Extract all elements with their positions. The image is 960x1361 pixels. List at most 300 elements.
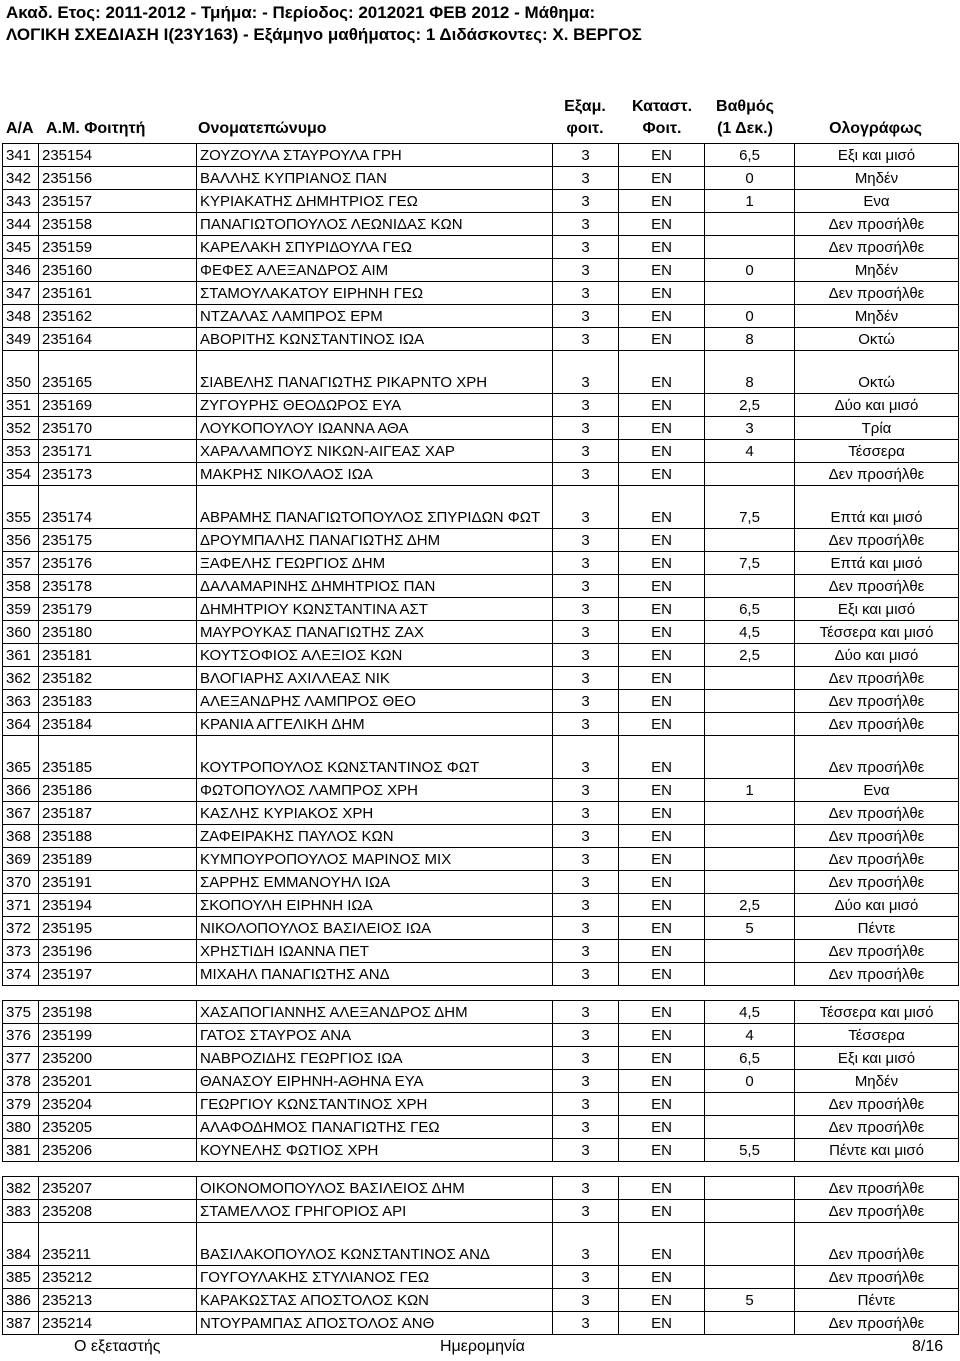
- cell-grade-words: Οκτώ: [795, 351, 959, 394]
- gap-cell: [3, 986, 959, 1001]
- cell-am: 235165: [39, 351, 197, 394]
- cell-aa: 345: [3, 236, 39, 259]
- table-row: [3, 848, 959, 871]
- table-row: [3, 644, 959, 667]
- cell-grade: [705, 963, 795, 986]
- cell-grade-words: Δεν προσήλθε: [795, 690, 959, 713]
- title-line-1: Ακαδ. Ετος: 2011-2012 - Τμήμα: - Περίοδος: 2012021 ΦΕΒ 2012 - Μάθημα:: [6, 3, 596, 22]
- cell-am: 235174: [39, 486, 197, 529]
- cell-status: ΕΝ: [619, 894, 705, 917]
- cell-status: ΕΝ: [619, 598, 705, 621]
- table-header: [2, 94, 958, 142]
- table-row: [3, 1312, 959, 1335]
- cell-status: ΕΝ: [619, 394, 705, 417]
- cell-semester: 3: [553, 736, 619, 779]
- cell-semester: 3: [553, 940, 619, 963]
- document-title: [6, 2, 954, 46]
- cell-name: ΔΗΜΗΤΡΙΟΥ ΚΩΝΣΤΑΝΤΙΝΑ ΑΣΤ: [197, 598, 553, 621]
- table-row: [3, 190, 959, 213]
- cell-name: ΝΑΒΡΟΖΙΔΗΣ ΓΕΩΡΓΙΟΣ ΙΩΑ: [197, 1047, 553, 1070]
- cell-semester: 3: [553, 848, 619, 871]
- cell-status: ΕΝ: [619, 305, 705, 328]
- cell-grade: 7,5: [705, 552, 795, 575]
- cell-grade: [705, 529, 795, 552]
- cell-semester: 3: [553, 328, 619, 351]
- cell-name: ΓΟΥΓΟΥΛΑΚΗΣ ΣΤΥΛΙΑΝΟΣ ΓΕΩ: [197, 1266, 553, 1289]
- header-am: Α.Μ. Φοιτητή: [46, 120, 146, 137]
- table-row: [3, 1093, 959, 1116]
- cell-am: 235182: [39, 667, 197, 690]
- footer-page-number: 8/16: [912, 1338, 944, 1355]
- cell-semester: 3: [553, 1289, 619, 1312]
- cell-am: 235211: [39, 1223, 197, 1266]
- cell-status: ΕΝ: [619, 1200, 705, 1223]
- cell-grade: [705, 213, 795, 236]
- table-row: [3, 736, 959, 779]
- cell-grade: 8: [705, 351, 795, 394]
- header-aa: Α/Α: [6, 120, 34, 137]
- cell-grade-words: Δεν προσήλθε: [795, 1200, 959, 1223]
- cell-am: 235183: [39, 690, 197, 713]
- cell-name: ΧΑΣΑΠΟΓΙΑΝΝΗΣ ΑΛΕΞΑΝΔΡΟΣ ΔΗΜ: [197, 1001, 553, 1024]
- cell-name: ΚΟΥΤΡΟΠΟΥΛΟΣ ΚΩΝΣΤΑΝΤΙΝΟΣ ΦΩΤ: [197, 736, 553, 779]
- cell-semester: 3: [553, 621, 619, 644]
- cell-grade-words: Δεν προσήλθε: [795, 575, 959, 598]
- cell-status: ΕΝ: [619, 552, 705, 575]
- cell-grade-words: Δεν προσήλθε: [795, 667, 959, 690]
- cell-am: 235204: [39, 1093, 197, 1116]
- table-row: [3, 394, 959, 417]
- cell-am: 235189: [39, 848, 197, 871]
- table-row: [3, 1024, 959, 1047]
- cell-grade: [705, 690, 795, 713]
- header-name: Ονοματεπώνυμο: [198, 120, 327, 137]
- cell-grade: [705, 463, 795, 486]
- cell-status: ΕΝ: [619, 1312, 705, 1335]
- gap-cell: [3, 1162, 959, 1177]
- cell-semester: 3: [553, 644, 619, 667]
- cell-grade-words: Δύο και μισό: [795, 394, 959, 417]
- cell-grade: 6,5: [705, 144, 795, 167]
- cell-grade: [705, 848, 795, 871]
- cell-aa: 341: [3, 144, 39, 167]
- cell-grade: [705, 1312, 795, 1335]
- cell-semester: 3: [553, 713, 619, 736]
- cell-grade-words: Δεν προσήλθε: [795, 963, 959, 986]
- cell-aa: 380: [3, 1116, 39, 1139]
- cell-status: ΕΝ: [619, 351, 705, 394]
- cell-aa: 369: [3, 848, 39, 871]
- cell-status: ΕΝ: [619, 463, 705, 486]
- cell-grade: [705, 802, 795, 825]
- cell-status: ΕΝ: [619, 667, 705, 690]
- cell-name: ΚΑΡΕΛΑΚΗ ΣΠΥΡΙΔΟΥΛΑ ΓΕΩ: [197, 236, 553, 259]
- cell-status: ΕΝ: [619, 1093, 705, 1116]
- cell-name: ΑΛΕΞΑΝΔΡΗΣ ΛΑΜΠΡΟΣ ΘΕΟ: [197, 690, 553, 713]
- cell-grade: 0: [705, 1070, 795, 1093]
- cell-status: ΕΝ: [619, 940, 705, 963]
- cell-grade: 0: [705, 167, 795, 190]
- grades-table-body: [3, 144, 959, 1335]
- cell-grade-words: Μηδέν: [795, 167, 959, 190]
- table-row: [3, 213, 959, 236]
- cell-grade: 7,5: [705, 486, 795, 529]
- cell-name: ΝΤΖΑΛΑΣ ΛΑΜΠΡΟΣ ΕΡΜ: [197, 305, 553, 328]
- cell-am: 235199: [39, 1024, 197, 1047]
- cell-grade: 1: [705, 190, 795, 213]
- cell-name: ΑΛΑΦΟΔΗΜΟΣ ΠΑΝΑΓΙΩΤΗΣ ΓΕΩ: [197, 1116, 553, 1139]
- cell-grade: [705, 940, 795, 963]
- cell-semester: 3: [553, 598, 619, 621]
- cell-name: ΜΙΧΑΗΛ ΠΑΝΑΓΙΩΤΗΣ ΑΝΔ: [197, 963, 553, 986]
- cell-grade-words: Πέντε και μισό: [795, 1139, 959, 1162]
- cell-grade: [705, 1200, 795, 1223]
- cell-grade-words: Δεν προσήλθε: [795, 1093, 959, 1116]
- cell-name: ΜΑΥΡΟΥΚΑΣ ΠΑΝΑΓΙΩΤΗΣ ΖΑΧ: [197, 621, 553, 644]
- cell-am: 235180: [39, 621, 197, 644]
- cell-name: ΘΑΝΑΣΟΥ ΕΙΡΗΝΗ-ΑΘΗΝΑ ΕΥΑ: [197, 1070, 553, 1093]
- cell-aa: 353: [3, 440, 39, 463]
- cell-grade-words: Δεν προσήλθε: [795, 463, 959, 486]
- table-row: [3, 575, 959, 598]
- cell-grade: [705, 825, 795, 848]
- cell-name: ΟΙΚΟΝΟΜΟΠΟΥΛΟΣ ΒΑΣΙΛΕΙΟΣ ΔΗΜ: [197, 1177, 553, 1200]
- cell-grade-words: Εξι και μισό: [795, 1047, 959, 1070]
- cell-status: ΕΝ: [619, 1266, 705, 1289]
- header-semester-line1: Εξαμ.: [564, 98, 606, 115]
- cell-aa: 355: [3, 486, 39, 529]
- cell-grade: 1: [705, 779, 795, 802]
- cell-am: 235156: [39, 167, 197, 190]
- cell-semester: 3: [553, 529, 619, 552]
- cell-am: 235173: [39, 463, 197, 486]
- cell-grade-words: Δεν προσήλθε: [795, 1312, 959, 1335]
- cell-am: 235208: [39, 1200, 197, 1223]
- cell-name: ΣΤΑΜΟΥΛΑΚΑΤΟΥ ΕΙΡΗΝΗ ΓΕΩ: [197, 282, 553, 305]
- cell-name: ΑΒΟΡΙΤΗΣ ΚΩΝΣΤΑΝΤΙΝΟΣ ΙΩΑ: [197, 328, 553, 351]
- cell-aa: 382: [3, 1177, 39, 1200]
- table-row: [3, 917, 959, 940]
- cell-status: ΕΝ: [619, 144, 705, 167]
- cell-name: ΚΑΣΛΗΣ ΚΥΡΙΑΚΟΣ ΧΡΗ: [197, 802, 553, 825]
- cell-grade: [705, 282, 795, 305]
- cell-grade: 4,5: [705, 1001, 795, 1024]
- cell-semester: 3: [553, 825, 619, 848]
- cell-aa: 351: [3, 394, 39, 417]
- table-row: [3, 963, 959, 986]
- cell-aa: 356: [3, 529, 39, 552]
- cell-grade: 5,5: [705, 1139, 795, 1162]
- cell-semester: 3: [553, 1001, 619, 1024]
- table-row: [3, 940, 959, 963]
- cell-grade-words: Πέντε: [795, 917, 959, 940]
- cell-semester: 3: [553, 440, 619, 463]
- table-row: [3, 1289, 959, 1312]
- cell-aa: 344: [3, 213, 39, 236]
- table-row: [3, 417, 959, 440]
- cell-semester: 3: [553, 1266, 619, 1289]
- cell-am: 235213: [39, 1289, 197, 1312]
- cell-grade-words: Δεν προσήλθε: [795, 848, 959, 871]
- cell-status: ΕΝ: [619, 736, 705, 779]
- header-grade-line1: Βαθμός: [716, 98, 774, 115]
- cell-aa: 381: [3, 1139, 39, 1162]
- cell-am: 235197: [39, 963, 197, 986]
- cell-name: ΛΟΥΚΟΠΟΥΛΟΥ ΙΩΑΝΝΑ ΑΘΑ: [197, 417, 553, 440]
- cell-am: 235175: [39, 529, 197, 552]
- cell-aa: 364: [3, 713, 39, 736]
- cell-grade-words: Μηδέν: [795, 259, 959, 282]
- cell-grade: [705, 1177, 795, 1200]
- cell-grade: 4: [705, 1024, 795, 1047]
- cell-semester: 3: [553, 351, 619, 394]
- cell-grade-words: Τέσσερα: [795, 440, 959, 463]
- cell-status: ΕΝ: [619, 644, 705, 667]
- cell-grade-words: Μηδέν: [795, 1070, 959, 1093]
- cell-grade-words: Δύο και μισό: [795, 644, 959, 667]
- cell-am: 235157: [39, 190, 197, 213]
- cell-grade-words: Οκτώ: [795, 328, 959, 351]
- cell-grade: 5: [705, 917, 795, 940]
- cell-status: ΕΝ: [619, 213, 705, 236]
- cell-aa: 370: [3, 871, 39, 894]
- cell-grade-words: Ενα: [795, 779, 959, 802]
- table-row: [3, 825, 959, 848]
- cell-grade: 3: [705, 417, 795, 440]
- cell-semester: 3: [553, 1093, 619, 1116]
- table-row: [3, 779, 959, 802]
- cell-aa: 366: [3, 779, 39, 802]
- header-grade-words: Ολογράφως: [829, 120, 922, 137]
- cell-status: ΕΝ: [619, 575, 705, 598]
- cell-status: ΕΝ: [619, 713, 705, 736]
- cell-aa: 383: [3, 1200, 39, 1223]
- cell-aa: 358: [3, 575, 39, 598]
- cell-aa: 360: [3, 621, 39, 644]
- cell-semester: 3: [553, 213, 619, 236]
- header-status-line2: Φοιτ.: [642, 120, 682, 137]
- cell-name: ΚΑΡΑΚΩΣΤΑΣ ΑΠΟΣΤΟΛΟΣ ΚΩΝ: [197, 1289, 553, 1312]
- cell-am: 235206: [39, 1139, 197, 1162]
- cell-name: ΦΩΤΟΠΟΥΛΟΣ ΛΑΜΠΡΟΣ ΧΡΗ: [197, 779, 553, 802]
- cell-am: 235176: [39, 552, 197, 575]
- table-gap-row: [3, 1162, 959, 1177]
- cell-am: 235205: [39, 1116, 197, 1139]
- cell-semester: 3: [553, 486, 619, 529]
- table-row: [3, 621, 959, 644]
- cell-am: 235207: [39, 1177, 197, 1200]
- footer-date: Ημερομηνία: [440, 1338, 525, 1355]
- cell-status: ΕΝ: [619, 328, 705, 351]
- cell-semester: 3: [553, 963, 619, 986]
- cell-am: 235191: [39, 871, 197, 894]
- cell-am: 235184: [39, 713, 197, 736]
- cell-grade: [705, 1093, 795, 1116]
- cell-name: ΝΙΚΟΛΟΠΟΥΛΟΣ ΒΑΣΙΛΕΙΟΣ ΙΩΑ: [197, 917, 553, 940]
- cell-grade-words: Δεν προσήλθε: [795, 1116, 959, 1139]
- cell-name: ΣΤΑΜΕΛΛΟΣ ΓΡΗΓΟΡΙΟΣ ΑΡΙ: [197, 1200, 553, 1223]
- table-row: [3, 529, 959, 552]
- cell-name: ΜΑΚΡΗΣ ΝΙΚΟΛΑΟΣ ΙΩΑ: [197, 463, 553, 486]
- table-row: [3, 894, 959, 917]
- cell-semester: 3: [553, 1024, 619, 1047]
- table-row: [3, 282, 959, 305]
- cell-name: ΒΛΟΓΙΑΡΗΣ ΑΧΙΛΛΕΑΣ ΝΙΚ: [197, 667, 553, 690]
- cell-grade-words: Δεν προσήλθε: [795, 213, 959, 236]
- cell-am: 235161: [39, 282, 197, 305]
- table-gap-row: [3, 986, 959, 1001]
- cell-grade-words: Τέσσερα: [795, 1024, 959, 1047]
- cell-am: 235194: [39, 894, 197, 917]
- cell-aa: 367: [3, 802, 39, 825]
- cell-am: 235181: [39, 644, 197, 667]
- cell-semester: 3: [553, 779, 619, 802]
- cell-semester: 3: [553, 1116, 619, 1139]
- table-row: [3, 1223, 959, 1266]
- cell-grade: 6,5: [705, 1047, 795, 1070]
- cell-status: ΕΝ: [619, 1177, 705, 1200]
- cell-semester: 3: [553, 236, 619, 259]
- table-row: [3, 871, 959, 894]
- cell-aa: 349: [3, 328, 39, 351]
- table-row: [3, 1266, 959, 1289]
- cell-status: ΕΝ: [619, 259, 705, 282]
- header-semester-line2: φοιτ.: [566, 120, 604, 137]
- cell-aa: 368: [3, 825, 39, 848]
- cell-semester: 3: [553, 190, 619, 213]
- cell-am: 235178: [39, 575, 197, 598]
- table-row: [3, 1047, 959, 1070]
- cell-grade-words: Δεν προσήλθε: [795, 940, 959, 963]
- table-row: [3, 1139, 959, 1162]
- cell-aa: 371: [3, 894, 39, 917]
- table-row: [3, 713, 959, 736]
- cell-grade-words: Δεν προσήλθε: [795, 713, 959, 736]
- cell-aa: 374: [3, 963, 39, 986]
- cell-name: ΒΑΛΛΗΣ ΚΥΠΡΙΑΝΟΣ ΠΑΝ: [197, 167, 553, 190]
- cell-semester: 3: [553, 871, 619, 894]
- cell-semester: 3: [553, 552, 619, 575]
- cell-name: ΚΡΑΝΙΑ ΑΓΓΕΛΙΚΗ ΔΗΜ: [197, 713, 553, 736]
- table-row: [3, 598, 959, 621]
- cell-grade: 5: [705, 1289, 795, 1312]
- cell-grade-words: Δεν προσήλθε: [795, 1266, 959, 1289]
- cell-status: ΕΝ: [619, 417, 705, 440]
- cell-name: ΣΑΡΡΗΣ ΕΜΜΑΝΟΥΗΛ ΙΩΑ: [197, 871, 553, 894]
- cell-grade: [705, 713, 795, 736]
- table-row: [3, 552, 959, 575]
- cell-am: 235171: [39, 440, 197, 463]
- table-row: [3, 667, 959, 690]
- cell-aa: 350: [3, 351, 39, 394]
- cell-name: ΓΑΤΟΣ ΣΤΑΥΡΟΣ ΑΝΑ: [197, 1024, 553, 1047]
- cell-semester: 3: [553, 144, 619, 167]
- cell-grade-words: Δεν προσήλθε: [795, 236, 959, 259]
- cell-am: 235164: [39, 328, 197, 351]
- cell-grade: [705, 575, 795, 598]
- cell-grade: 4,5: [705, 621, 795, 644]
- table-row: [3, 144, 959, 167]
- cell-semester: 3: [553, 463, 619, 486]
- cell-grade-words: Εξι και μισό: [795, 144, 959, 167]
- cell-am: 235162: [39, 305, 197, 328]
- cell-status: ΕΝ: [619, 848, 705, 871]
- cell-status: ΕΝ: [619, 282, 705, 305]
- header-status-line1: Καταστ.: [631, 98, 693, 115]
- cell-grade: 6,5: [705, 598, 795, 621]
- cell-grade-words: Δεν προσήλθε: [795, 282, 959, 305]
- cell-grade: 0: [705, 305, 795, 328]
- cell-am: 235160: [39, 259, 197, 282]
- cell-aa: 363: [3, 690, 39, 713]
- title-line-2: ΛΟΓΙΚΗ ΣΧΕΔΙΑΣΗ Ι(23Υ163) - Εξάμηνο μαθήματος: 1 Διδάσκοντες: Χ. ΒΕΡΓΟΣ: [6, 25, 642, 44]
- cell-status: ΕΝ: [619, 963, 705, 986]
- grades-table: [2, 143, 959, 1335]
- cell-grade-words: Δύο και μισό: [795, 894, 959, 917]
- cell-aa: 359: [3, 598, 39, 621]
- cell-aa: 386: [3, 1289, 39, 1312]
- cell-semester: 3: [553, 282, 619, 305]
- cell-grade: [705, 236, 795, 259]
- cell-aa: 365: [3, 736, 39, 779]
- cell-aa: 347: [3, 282, 39, 305]
- cell-aa: 373: [3, 940, 39, 963]
- cell-grade: [705, 1223, 795, 1266]
- cell-status: ΕΝ: [619, 1001, 705, 1024]
- cell-am: 235214: [39, 1312, 197, 1335]
- cell-semester: 3: [553, 1312, 619, 1335]
- cell-aa: 352: [3, 417, 39, 440]
- cell-aa: 342: [3, 167, 39, 190]
- page-footer: [0, 1338, 960, 1360]
- cell-am: 235154: [39, 144, 197, 167]
- cell-aa: 378: [3, 1070, 39, 1093]
- cell-name: ΖΟΥΖΟΥΛΑ ΣΤΑΥΡΟΥΛΑ ΓΡΗ: [197, 144, 553, 167]
- cell-semester: 3: [553, 917, 619, 940]
- cell-status: ΕΝ: [619, 486, 705, 529]
- cell-status: ΕΝ: [619, 825, 705, 848]
- cell-am: 235185: [39, 736, 197, 779]
- cell-am: 235169: [39, 394, 197, 417]
- cell-grade-words: Δεν προσήλθε: [795, 736, 959, 779]
- cell-aa: 348: [3, 305, 39, 328]
- cell-status: ΕΝ: [619, 779, 705, 802]
- cell-status: ΕΝ: [619, 1139, 705, 1162]
- cell-status: ΕΝ: [619, 236, 705, 259]
- cell-aa: 384: [3, 1223, 39, 1266]
- cell-grade: [705, 667, 795, 690]
- cell-name: ΝΤΟΥΡΑΜΠΑΣ ΑΠΟΣΤΟΛΟΣ ΑΝΘ: [197, 1312, 553, 1335]
- cell-grade: 2,5: [705, 644, 795, 667]
- table-row: [3, 1177, 959, 1200]
- cell-grade: 8: [705, 328, 795, 351]
- table-row: [3, 486, 959, 529]
- cell-name: ΔΑΛΑΜΑΡΙΝΗΣ ΔΗΜΗΤΡΙΟΣ ΠΑΝ: [197, 575, 553, 598]
- cell-status: ΕΝ: [619, 1047, 705, 1070]
- table-row: [3, 328, 959, 351]
- cell-aa: 372: [3, 917, 39, 940]
- cell-status: ΕΝ: [619, 621, 705, 644]
- table-row: [3, 463, 959, 486]
- cell-grade-words: Ενα: [795, 190, 959, 213]
- cell-grade-words: Δεν προσήλθε: [795, 1177, 959, 1200]
- cell-aa: 376: [3, 1024, 39, 1047]
- table-row: [3, 690, 959, 713]
- cell-status: ΕΝ: [619, 440, 705, 463]
- cell-am: 235195: [39, 917, 197, 940]
- cell-name: ΓΕΩΡΓΙΟΥ ΚΩΝΣΤΑΝΤΙΝΟΣ ΧΡΗ: [197, 1093, 553, 1116]
- cell-name: ΞΑΦΕΛΗΣ ΓΕΩΡΓΙΟΣ ΔΗΜ: [197, 552, 553, 575]
